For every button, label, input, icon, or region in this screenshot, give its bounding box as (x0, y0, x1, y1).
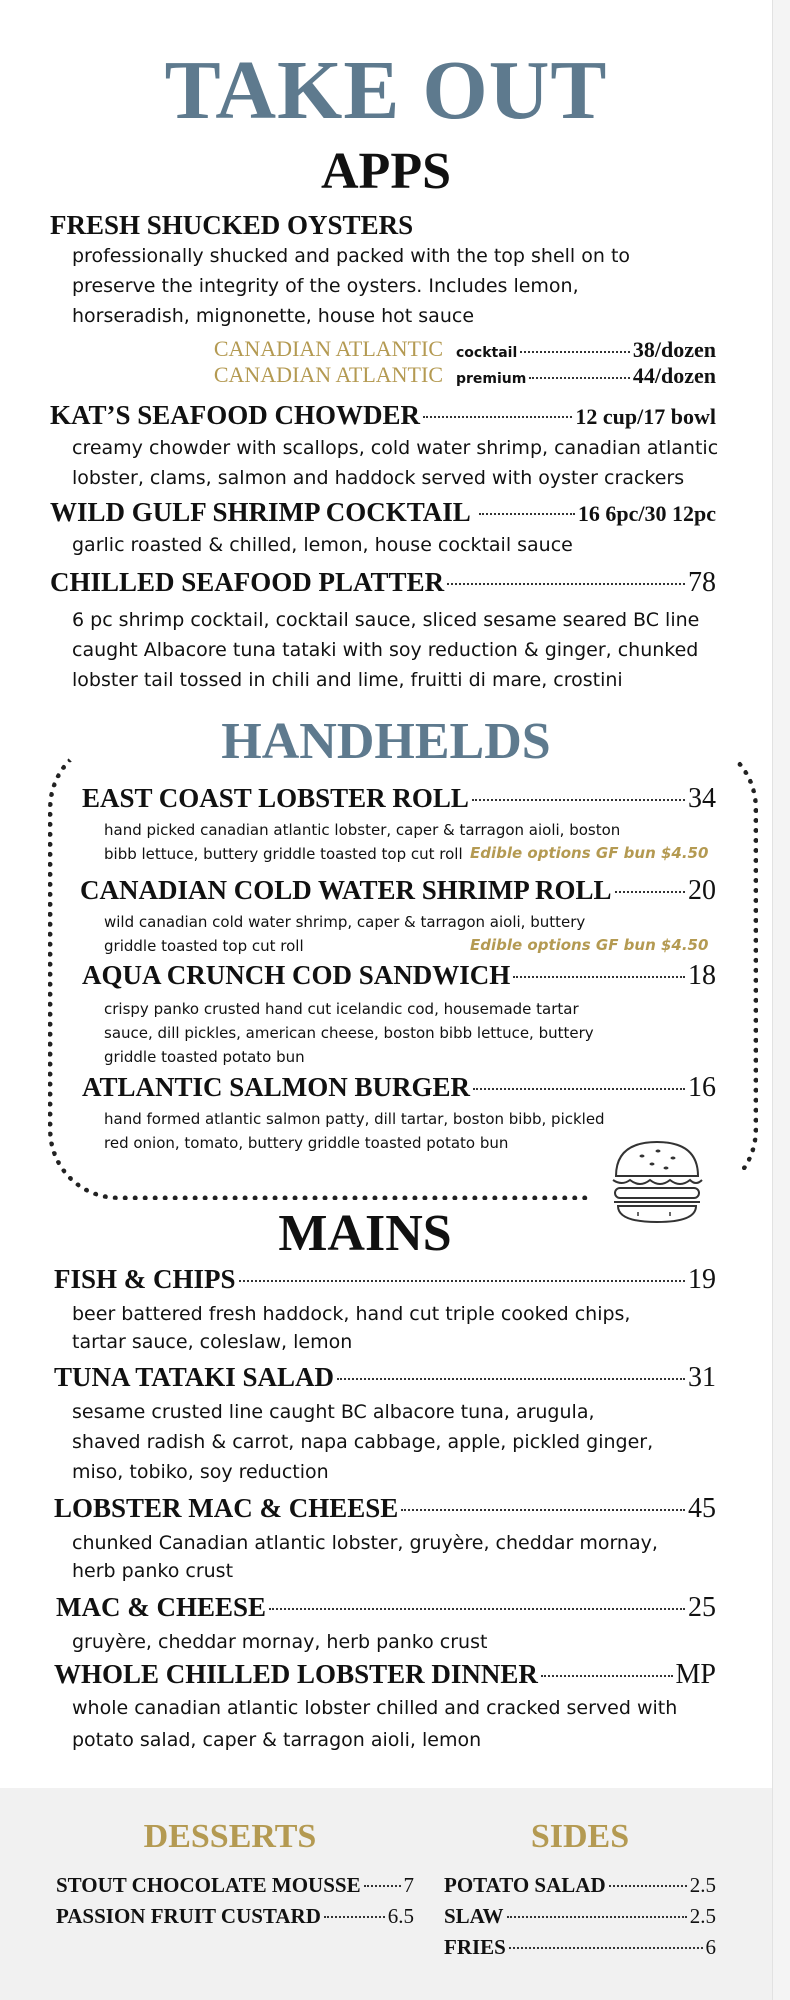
gf-note: Edible options GF bun $4.50 (470, 844, 709, 862)
menu-item-desc: sesame crusted line caught BC albacore tuna, arugula, shaved radish & carrot, napa cabbage, apple, pickled ginger, miso, tobiko, soy reduction (72, 1401, 654, 1483)
menu-item-row: CHILLED SEAFOOD PLATTER 78 (50, 567, 716, 598)
menu-item-desc: wild canadian cold water shrimp, caper & tarragon aioli, buttery griddle toasted top cut roll (104, 913, 586, 955)
side-row: SLAW 2.5 (444, 1904, 716, 1928)
menu-item-desc: crispy panko crusted hand cut icelandic cod, housemade tartar sauce, dill pickles, american cheese, boston bibb lettuce, buttery griddle toasted potato bun (104, 1000, 594, 1066)
oyster-option-row: premium 44/dozen (456, 363, 716, 388)
menu-item-row: TUNA TATAKI SALAD 31 (54, 1362, 716, 1393)
menu-item-row: CANADIAN COLD WATER SHRIMP ROLL 20 (80, 875, 716, 906)
menu-item-row: KAT’S SEAFOOD CHOWDER 12 cup/17 bowl (50, 400, 716, 430)
side-row: FRIES 6 (444, 1935, 716, 1959)
menu-item-row: ATLANTIC SALMON BURGER 16 (82, 1072, 716, 1103)
oyster-option-row: cocktail 38/dozen (456, 337, 716, 362)
menu-item-row: AQUA CRUNCH COD SANDWICH 18 (82, 960, 716, 991)
menu-item-row: WILD GULF SHRIMP COCKTAIL 16 6pc/30 12pc (50, 497, 716, 527)
oyster-option-label: CANADIAN ATLANTIC (213, 362, 443, 387)
menu-item-desc: chunked Canadian atlantic lobster, gruyère, cheddar mornay, herb panko crust (72, 1532, 658, 1582)
menu-item-desc: garlic roasted & chilled, lemon, house cocktail sauce (72, 534, 573, 556)
menu-item-desc: whole canadian atlantic lobster chilled and cracked served with potato salad, caper & tarragon aioli, lemon (72, 1697, 678, 1751)
menu-item-row: EAST COAST LOBSTER ROLL 34 (82, 783, 716, 814)
menu-item-desc: hand picked canadian atlantic lobster, caper & tarragon aioli, boston bibb lettuce, buttery griddle toasted top cut roll (104, 821, 621, 863)
page-title: TAKE OUT (164, 44, 608, 137)
menu-item-row: FISH & CHIPS 19 (54, 1264, 716, 1295)
desserts-sides-panel (0, 1788, 772, 2000)
menu-item-desc: gruyère, cheddar mornay, herb panko crust (72, 1631, 488, 1653)
apps-heading: APPS (321, 143, 451, 200)
sides-heading: SIDES (530, 1818, 630, 1855)
dessert-row: PASSION FRUIT CUSTARD 6.5 (56, 1904, 414, 1928)
dessert-row: STOUT CHOCOLATE MOUSSE 7 (56, 1873, 414, 1897)
page-edge (772, 0, 790, 2000)
desserts-heading: DESSERTS (143, 1818, 317, 1855)
menu-item-row: MAC & CHEESE 25 (56, 1592, 716, 1623)
menu-item-desc: creamy chowder with scallops, cold water shrimp, canadian atlantic lobster, clams, salmon and haddock served with oyster crackers (72, 437, 719, 489)
menu-item-desc: hand formed atlantic salmon patty, dill tartar, boston bibb, pickled red onion, tomato, buttery griddle toasted potato bun (104, 1110, 605, 1152)
oyster-option-label: CANADIAN ATLANTIC (213, 336, 443, 361)
menu-item-row: LOBSTER MAC & CHEESE 45 (54, 1493, 716, 1524)
side-row: POTATO SALAD 2.5 (444, 1873, 716, 1897)
menu-item-desc: 6 pc shrimp cocktail, cocktail sauce, sliced sesame seared BC line caught Albacore tuna tataki with soy reduction & ginger, chunked lobster tail tossed in chili and lime, fruitti di mare, crostini (72, 609, 700, 691)
menu-item-desc: beer battered fresh haddock, hand cut triple cooked chips, tartar sauce, coleslaw, lemon (72, 1303, 631, 1353)
oysters-name: FRESH SHUCKED OYSTERS (50, 210, 414, 240)
menu-item-row: WHOLE CHILLED LOBSTER DINNER MP (54, 1659, 716, 1690)
gf-note: Edible options GF bun $4.50 (470, 936, 709, 954)
oysters-desc: professionally shucked and packed with the top shell on to preserve the integrity of the oysters. Includes lemon, horseradish, mignonette, house hot sauce (72, 245, 631, 327)
mains-heading: MAINS (278, 1205, 452, 1262)
handhelds-heading: HANDHELDS (221, 713, 551, 770)
